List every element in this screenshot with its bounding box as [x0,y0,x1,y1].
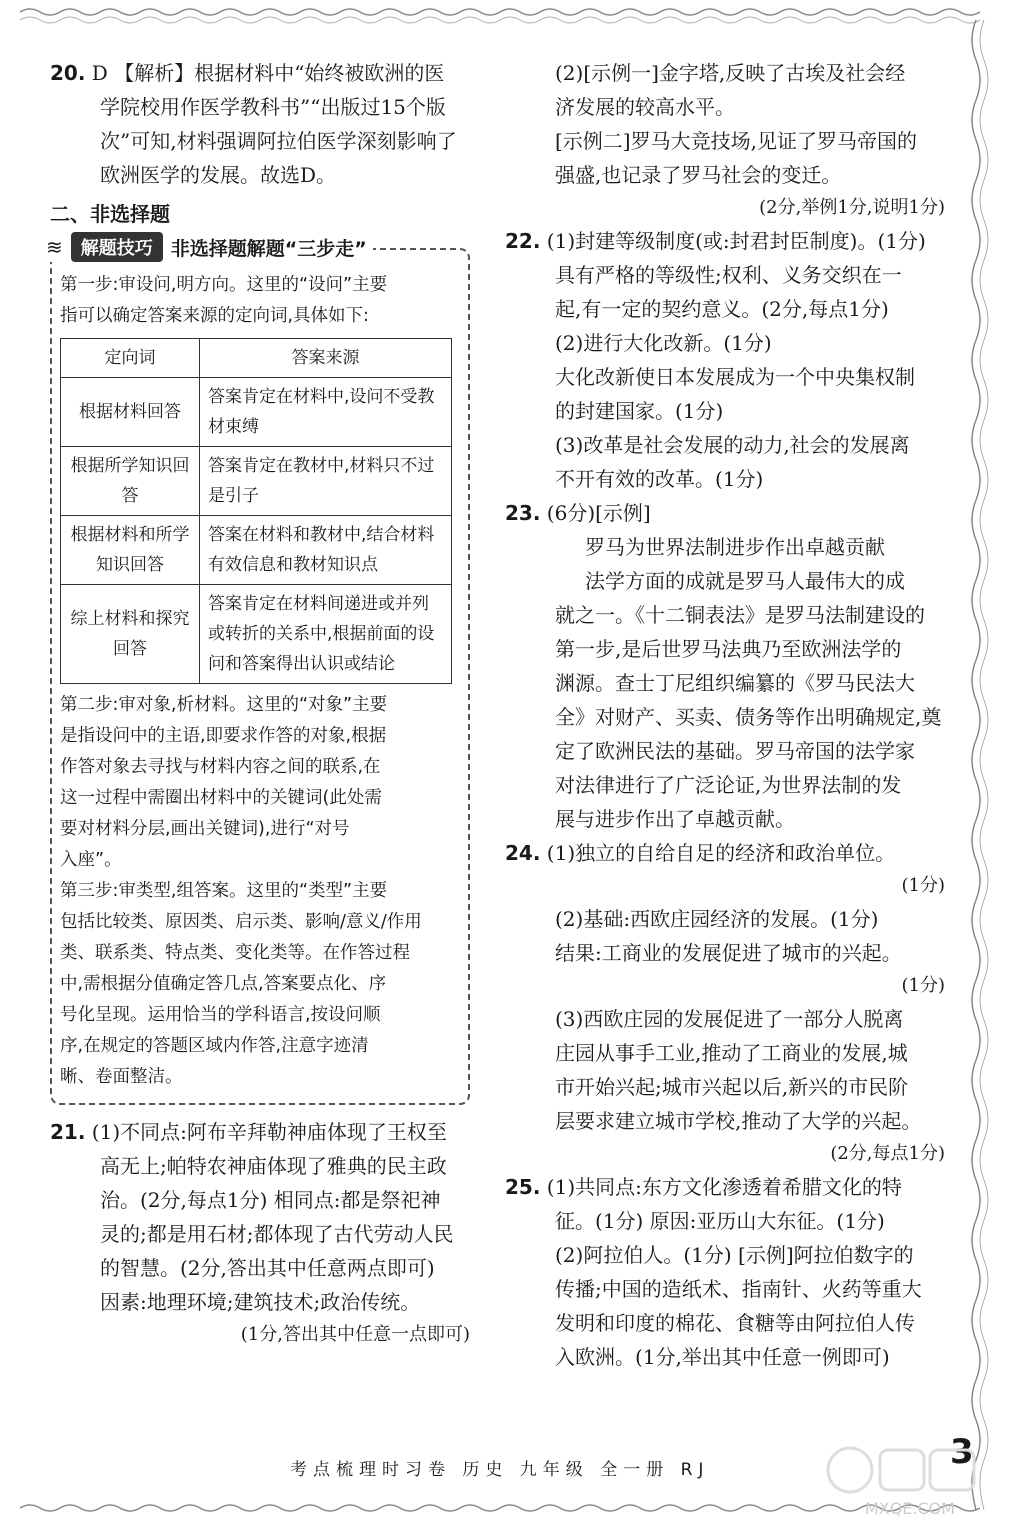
answer-line: 第一步,是后世罗马法典乃至欧洲法学的 [555,637,902,661]
tips-text: 入座”。 [60,850,122,870]
answer-line: 就之一。《十二铜表法》是罗马法制建设的 [555,603,925,627]
answer-line: 传播;中国的造纸术、指南针、火药等重大 [555,1277,922,1301]
score-note: (2分,举例1分,说明1分) [759,197,945,218]
essay-title: 罗马为世界法制进步作出卓越贡献 [585,535,885,559]
left-column [46,56,470,1351]
page-footer: 考点梳理时习卷 历史 九年级 全一册 RJ [290,1460,710,1480]
answer-line: 治。(2分,每点1分) 相同点:都是祭祀神 [100,1188,441,1212]
right-wavy-border [962,20,998,1510]
table-row [61,585,452,684]
score-note: (1分) [901,975,945,996]
top-wavy-border [20,4,980,30]
table-cell: 根据所学知识回答 [61,447,200,516]
answer-line: 强盛,也记录了罗马社会的变迁。 [555,163,842,187]
answer-line: 全》对财产、买卖、债务等作出明确规定,奠 [555,705,942,729]
answer-line: (6分)[示例] [546,501,651,525]
tips-text: 号化呈现。运用恰当的学科语言,按设问顺 [60,1005,381,1025]
tips-text: 第一步:审设问,明方向。这里的“设问”主要 [60,275,388,295]
tips-text: 要对材料分层,画出关键词),进行“对号 [60,819,350,839]
answer-line: 定了欧洲民法的基础。罗马帝国的法学家 [555,739,915,763]
section-title: 二、非选择题 [50,202,170,226]
question-number: 25. [505,1175,541,1199]
answer-line: (2)[示例一]金字塔,反映了古埃及社会经 [555,61,906,85]
answer-line: (1)封建等级制度(或:封君封臣制度)。(1分) [546,229,926,253]
watermark-logo [820,1430,1000,1520]
table-row [61,447,452,516]
tips-text: 类、联系类、特点类、变化类等。在作答过程 [60,943,410,963]
answer-line: 学院校用作医学教科书”“出版过15个版 [100,95,446,119]
tips-text: 序,在规定的答题区域内作答,注意字迹清 [60,1036,369,1056]
answer-line: (3)改革是社会发展的动力,社会的发展离 [555,433,910,457]
score-note: (2分,每点1分) [830,1143,945,1164]
question-21-part2 [505,56,945,224]
question-20 [50,56,470,192]
answer-line: 次”可知,材料强调阿拉伯医学深刻影响了 [100,129,457,153]
answer-line: 庄园从事手工业,推动了工商业的发展,城 [555,1041,908,1065]
tips-text: 晰、卷面整洁。 [60,1067,183,1087]
question-number: 20. [50,61,86,85]
tips-text: 中,需根据分值确定答几点,答案要点化、序 [60,974,387,994]
wave-icon: ≋ [46,235,63,259]
answer-line: (2)基础:西欧庄园经济的发展。(1分) [555,907,879,931]
answer-line: 大化改新使日本发展成为一个中央集权制 [555,365,915,389]
answer-line: 渊源。查士丁尼组织编纂的《罗马民法大 [555,671,915,695]
page-number: 3 [950,1432,974,1472]
question-22 [505,224,945,496]
answer-line: 的智慧。(2分,答出其中任意两点即可) [100,1256,435,1280]
question-number: 24. [505,841,541,865]
table-header: 答案来源 [200,339,452,378]
answer-line: 征。(1分) 原因:亚历山大东征。(1分) [555,1209,885,1233]
table-cell: 答案在材料和教材中,结合材料有效信息和教材知识点 [200,516,452,585]
score-note: (1分) [901,875,945,896]
answer-line: 因素:地理环境;建筑技术;政治传统。 [100,1290,421,1314]
answer-line: 具有严格的等级性;权利、义务交织在一 [555,263,902,287]
answer-line: (1)共同点:东方文化渗透着希腊文化的特 [546,1175,902,1199]
answer-line: (2)进行大化改新。(1分) [555,331,772,355]
question-number: 23. [505,501,541,525]
tips-text: 作答对象去寻找与材料内容之间的联系,在 [60,757,381,777]
tips-text: 包括比较类、原因类、启示类、影响/意义/作用 [60,912,422,932]
right-column [505,56,945,1374]
tips-title: 非选择题解题“三步走” [170,237,367,260]
question-number: 22. [505,229,541,253]
table-cell: 答案肯定在教材中,材料只不过是引子 [200,447,452,516]
answer-line: 不开有效的改革。(1分) [555,467,764,491]
answer-line: 展与进步作出了卓越贡献。 [555,807,795,831]
score-note: (1分,答出其中任意一点即可) [240,1324,470,1345]
question-number: 21. [50,1120,86,1144]
table-header: 定向词 [61,339,200,378]
tips-text: 这一过程中需圈出材料中的关键词(此处需 [60,788,382,808]
table-row [61,378,452,447]
question-23 [505,496,945,836]
answer-line: 发明和印度的棉花、食糖等由阿拉伯人传 [555,1311,915,1335]
table-cell: 根据材料和所学知识回答 [61,516,200,585]
table-cell: 根据材料回答 [61,378,200,447]
tips-badge: 解题技巧 [71,232,163,262]
answer-line: 结果:工商业的发展促进了城市的兴起。 [555,941,902,965]
table-row [61,516,452,585]
answer-line: (2)阿拉伯人。(1分) [示例]阿拉伯数字的 [555,1243,914,1267]
answer-line: 层要求建立城市学校,推动了大学的兴起。 [555,1109,922,1133]
tips-text: 第二步:审对象,析材料。这里的“对象”主要 [60,695,388,715]
tips-header [46,232,373,262]
question-25 [505,1170,945,1374]
answer-line: 的封建国家。(1分) [555,399,724,423]
answer-line: 高无上;帕特农神庙体现了雅典的民主政 [100,1154,447,1178]
answer-line: 法学方面的成就是罗马人最伟大的成 [585,569,905,593]
table-cell: 答案肯定在材料间递进或并列或转折的关系中,根据前面的设问和答案得出认识或结论 [200,585,452,684]
svg-text:MXQE.COM: MXQE.COM [864,1499,956,1518]
answer-line: (1)不同点:阿布辛拜勒神庙体现了王权至 [91,1120,447,1144]
answer-line: 对法律进行了广泛论证,为世界法制的发 [555,773,902,797]
tips-box [46,235,470,1105]
table-cell: 答案肯定在材料中,设问不受教材束缚 [200,378,452,447]
answer-line: (3)西欧庄园的发展促进了一部分人脱离 [555,1007,904,1031]
answer-line: 入欧洲。(1分,举出其中任意一例即可) [555,1345,890,1369]
answer-line: 济发展的较高水平。 [555,95,735,119]
answer-line: [示例二]罗马大竞技场,见证了罗马帝国的 [555,129,917,153]
tips-text: 指可以确定答案来源的定向词,具体如下: [60,306,369,326]
answer-line: 灵的;都是用石材;都体现了古代劳动人民 [100,1222,454,1246]
table-cell: 综上材料和探究回答 [61,585,200,684]
question-24 [505,836,945,1170]
answer-line: 欧洲医学的发展。故选D。 [100,163,337,187]
answer-line: 起,有一定的契约意义。(2分,每点1分) [555,297,889,321]
tips-text: 第三步:审类型,组答案。这里的“类型”主要 [60,881,388,901]
tips-text: 是指设问中的主语,即要求作答的对象,根据 [60,726,387,746]
answer-line: 市开始兴起;城市兴起以后,新兴的市民阶 [555,1075,909,1099]
tips-table [60,338,452,684]
answer-line: D 【解析】根据材料中“始终被欧洲的医 [91,61,445,85]
answer-line: (1)独立的自给自足的经济和政治单位。 [546,841,896,865]
question-21 [50,1115,470,1351]
